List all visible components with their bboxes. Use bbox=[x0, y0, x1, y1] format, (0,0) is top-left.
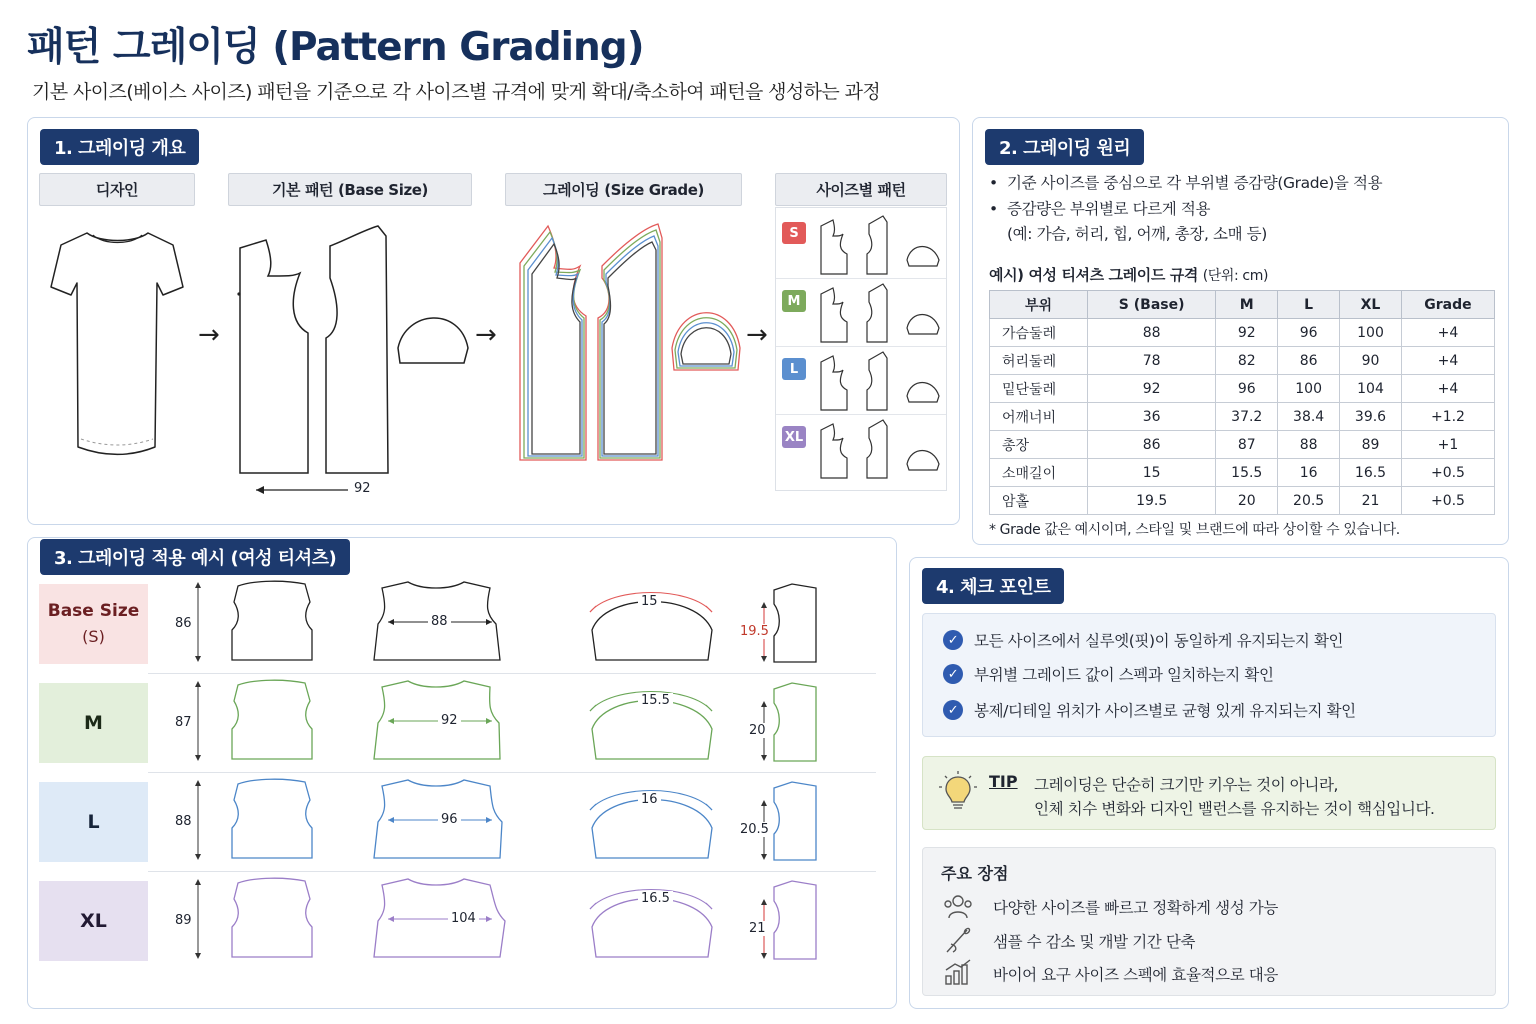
tip-line: 그레이딩은 단순히 크기만 키우는 것이 아니라, bbox=[1034, 776, 1339, 794]
table-row bbox=[990, 431, 1495, 459]
table-cell: 78 bbox=[1088, 347, 1216, 375]
size-tag-m: M bbox=[782, 290, 806, 312]
table-header-cell: L bbox=[1278, 291, 1340, 319]
spec-table-title bbox=[989, 264, 1268, 285]
table-row bbox=[990, 347, 1495, 375]
table-cell: 90 bbox=[1340, 347, 1402, 375]
example-badge: 3. 그레이딩 적용 예시 (여성 티셔츠) bbox=[40, 539, 350, 575]
table-cell: 86 bbox=[1278, 347, 1340, 375]
checklist bbox=[922, 613, 1496, 737]
advantage-item: 바이어 요구 사이즈 스펙에 효율적으로 대응 bbox=[993, 966, 1278, 984]
armhole-value: 20.5 bbox=[737, 822, 772, 837]
principle-bullet: • 증감량은 부위별로 다르게 적용 bbox=[987, 196, 1382, 222]
table-cell: +4 bbox=[1401, 319, 1494, 347]
table-cell: +1.2 bbox=[1401, 403, 1494, 431]
size-row-label-text: M bbox=[84, 712, 103, 734]
checklist-item-text: 모든 사이즈에서 실루엣(핏)이 동일하게 유지되는지 확인 bbox=[974, 632, 1344, 650]
chest-value: 96 bbox=[438, 812, 461, 827]
grade-spec-table bbox=[989, 290, 1495, 515]
tip-box bbox=[922, 756, 1496, 830]
size-tag-s: S bbox=[782, 222, 806, 244]
sleeve-length-value: 15.5 bbox=[638, 693, 673, 708]
example-row-divider bbox=[148, 871, 876, 872]
armhole-value: 19.5 bbox=[737, 624, 772, 639]
check-icon: ✓ bbox=[943, 664, 963, 684]
size-row-label bbox=[39, 782, 148, 862]
size-row-label-subtext: (S) bbox=[82, 627, 105, 646]
table-cell: 16 bbox=[1278, 459, 1340, 487]
table-cell: 89 bbox=[1340, 431, 1402, 459]
table-cell: 37.2 bbox=[1216, 403, 1278, 431]
table-cell: 15.5 bbox=[1216, 459, 1278, 487]
table-row bbox=[990, 319, 1495, 347]
size-pattern-thumbnail bbox=[815, 282, 945, 344]
checklist-item bbox=[943, 629, 1343, 651]
spec-table-title-text: 예시) 여성 티셔츠 그레이드 규격 bbox=[989, 266, 1198, 284]
principle-bullet: • 기준 사이즈를 중심으로 각 부위별 증감량(Grade)을 적용 bbox=[987, 170, 1382, 196]
tip-line: 인체 치수 변화와 디자인 밸런스를 유지하는 것이 핵심입니다. bbox=[1034, 800, 1435, 818]
page-subtitle: 기본 사이즈(베이스 사이즈) 패턴을 기준으로 각 사이즈별 규격에 맞게 확대/축소하여 패턴을 생성하는 과정 bbox=[32, 81, 881, 103]
spec-table-note: * Grade 값은 예시이며, 스타일 및 브랜드에 따라 상이할 수 있습니다. bbox=[989, 522, 1400, 538]
advantage-item: 다양한 사이즈를 빠르고 정확하게 생성 가능 bbox=[993, 899, 1278, 917]
sleeve-length-value: 15 bbox=[638, 594, 661, 609]
table-cell: 36 bbox=[1088, 403, 1216, 431]
size-tag-xl: XL bbox=[782, 426, 806, 448]
armhole-value: 21 bbox=[746, 921, 769, 936]
advantages-title: 주요 장점 bbox=[941, 864, 1009, 883]
chest-value: 88 bbox=[428, 614, 451, 629]
needle-icon bbox=[943, 926, 973, 954]
table-row-label: 암홀 bbox=[990, 487, 1088, 515]
table-cell: +4 bbox=[1401, 347, 1494, 375]
column-head-base-pattern: 기본 패턴 (Base Size) bbox=[228, 173, 472, 206]
page-title: 패턴 그레이딩 (Pattern Grading) bbox=[27, 25, 644, 70]
advantages-box bbox=[922, 847, 1496, 996]
table-cell: 96 bbox=[1278, 319, 1340, 347]
check-icon: ✓ bbox=[943, 700, 963, 720]
table-row bbox=[990, 487, 1495, 515]
table-cell: +0.5 bbox=[1401, 487, 1494, 515]
table-header-cell: Grade bbox=[1401, 291, 1494, 319]
armhole-value: 20 bbox=[746, 723, 769, 738]
table-cell: 20 bbox=[1216, 487, 1278, 515]
example-row-divider bbox=[148, 673, 876, 674]
checklist-item bbox=[943, 699, 1356, 721]
size-row-label-text: L bbox=[87, 811, 100, 833]
table-cell: 86 bbox=[1088, 431, 1216, 459]
table-cell: 92 bbox=[1216, 319, 1278, 347]
chest-value: 104 bbox=[448, 911, 479, 926]
base-width-label: 92 bbox=[354, 481, 371, 496]
graded-pattern-illustration bbox=[510, 218, 745, 468]
size-row-label bbox=[39, 584, 148, 664]
table-header-cell: 부위 bbox=[990, 291, 1088, 319]
size-pattern-thumbnail bbox=[815, 350, 945, 412]
length-value: 89 bbox=[172, 913, 195, 928]
bar-chart-icon bbox=[943, 958, 973, 986]
principle-bullet-note: (예: 가슴, 허리, 힙, 어깨, 총장, 소매 등) bbox=[1007, 225, 1267, 243]
table-header-cell: M bbox=[1216, 291, 1278, 319]
size-row-divider bbox=[776, 414, 946, 415]
tshirt-design-illustration bbox=[45, 225, 190, 470]
lightbulb-icon bbox=[939, 771, 977, 815]
table-row-label: 총장 bbox=[990, 431, 1088, 459]
checklist-item-text: 봉제/디테일 위치가 사이즈별로 균형 있게 유지되는지 확인 bbox=[974, 702, 1356, 720]
spec-table-unit: (단위: cm) bbox=[1202, 268, 1269, 284]
example-row-divider bbox=[148, 772, 876, 773]
size-row-divider bbox=[776, 278, 946, 279]
table-cell: 87 bbox=[1216, 431, 1278, 459]
flow-arrow-1: → bbox=[198, 320, 220, 350]
table-cell: +0.5 bbox=[1401, 459, 1494, 487]
size-row-label-text: XL bbox=[80, 910, 107, 932]
size-pattern-thumbnail bbox=[815, 214, 945, 276]
table-cell: 15 bbox=[1088, 459, 1216, 487]
table-cell: 82 bbox=[1216, 347, 1278, 375]
table-row-label: 가슴둘레 bbox=[990, 319, 1088, 347]
table-cell: 100 bbox=[1278, 375, 1340, 403]
chest-value: 92 bbox=[438, 713, 461, 728]
table-cell: 39.6 bbox=[1340, 403, 1402, 431]
table-cell: 96 bbox=[1216, 375, 1278, 403]
table-cell: 16.5 bbox=[1340, 459, 1402, 487]
table-row-label: 허리둘레 bbox=[990, 347, 1088, 375]
size-row-divider bbox=[776, 346, 946, 347]
length-value: 88 bbox=[172, 814, 195, 829]
size-row-label bbox=[39, 881, 148, 961]
size-pattern-thumbnail bbox=[815, 418, 945, 480]
check-icon: ✓ bbox=[943, 630, 963, 650]
size-tag-l: L bbox=[782, 358, 806, 380]
principle-bullets bbox=[987, 170, 1382, 246]
length-value: 87 bbox=[172, 715, 195, 730]
table-cell: 88 bbox=[1278, 431, 1340, 459]
size-row-label-text: Base Size bbox=[47, 601, 140, 621]
flow-arrow-3: → bbox=[746, 320, 768, 350]
tip-label: TIP bbox=[989, 772, 1018, 791]
flow-arrow-2: → bbox=[475, 320, 497, 350]
table-row bbox=[990, 403, 1495, 431]
table-row-label: 밑단둘레 bbox=[990, 375, 1088, 403]
checklist-item-text: 부위별 그레이드 값이 스펙과 일치하는지 확인 bbox=[974, 666, 1274, 684]
people-icon bbox=[943, 892, 973, 920]
column-head-design: 디자인 bbox=[39, 173, 195, 206]
table-row-label: 소매길이 bbox=[990, 459, 1088, 487]
table-row bbox=[990, 459, 1495, 487]
table-cell: +4 bbox=[1401, 375, 1494, 403]
table-cell: 100 bbox=[1340, 319, 1402, 347]
base-pattern-illustration bbox=[228, 218, 478, 503]
table-header-cell: S (Base) bbox=[1088, 291, 1216, 319]
table-cell: 88 bbox=[1088, 319, 1216, 347]
table-cell: 19.5 bbox=[1088, 487, 1216, 515]
table-header-cell: XL bbox=[1340, 291, 1402, 319]
table-cell: 21 bbox=[1340, 487, 1402, 515]
checklist-item bbox=[943, 663, 1274, 685]
table-cell: 20.5 bbox=[1278, 487, 1340, 515]
table-row bbox=[990, 375, 1495, 403]
checkpoint-badge: 4. 체크 포인트 bbox=[922, 568, 1064, 604]
principle-badge: 2. 그레이딩 원리 bbox=[985, 129, 1144, 165]
table-cell: 104 bbox=[1340, 375, 1402, 403]
table-cell: 38.4 bbox=[1278, 403, 1340, 431]
column-head-grading: 그레이딩 (Size Grade) bbox=[505, 173, 742, 206]
advantage-item: 샘플 수 감소 및 개발 기간 단축 bbox=[993, 933, 1196, 951]
overview-badge: 1. 그레이딩 개요 bbox=[40, 129, 199, 165]
table-cell: 92 bbox=[1088, 375, 1216, 403]
column-head-size-patterns: 사이즈별 패턴 bbox=[775, 173, 947, 206]
length-value: 86 bbox=[172, 616, 195, 631]
table-row-label: 어깨너비 bbox=[990, 403, 1088, 431]
sleeve-length-value: 16.5 bbox=[638, 891, 673, 906]
sleeve-length-value: 16 bbox=[638, 792, 661, 807]
table-cell: +1 bbox=[1401, 431, 1494, 459]
size-row-label bbox=[39, 683, 148, 763]
